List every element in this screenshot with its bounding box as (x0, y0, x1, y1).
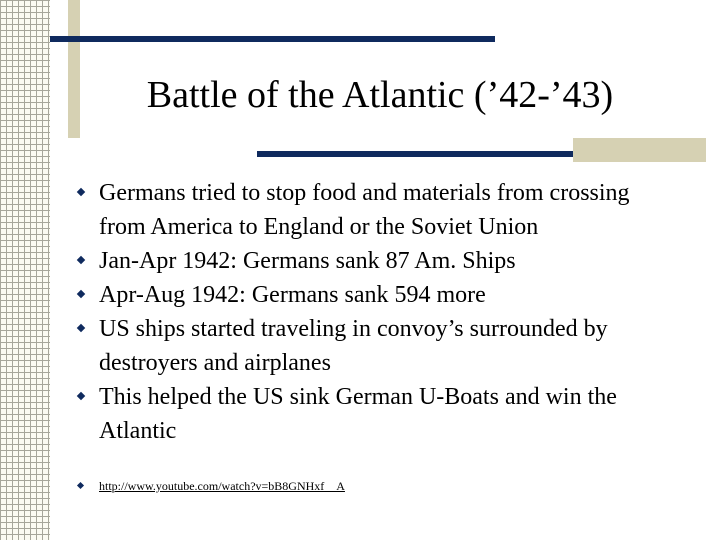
bullet-item (78, 244, 678, 278)
bullet-text: US ships started traveling in convoy’s surrounded by destroyers and airplanes (99, 316, 608, 376)
bullet-item (78, 380, 678, 448)
bullet-text: Apr-Aug 1942: Germans sank 594 more (99, 282, 486, 308)
top-accent-bar (50, 36, 495, 42)
bullet-text: Jan-Apr 1942: Germans sank 87 Am. Ships (99, 248, 516, 274)
tan-decorative-block-right (573, 138, 706, 162)
bullet-item (78, 176, 678, 244)
link-bullet-item (78, 478, 345, 494)
diamond-bullet-icon (77, 482, 84, 489)
left-decorative-stripes (0, 0, 50, 540)
bullet-text: This helped the US sink German U-Boats and win the Atlantic (99, 384, 617, 444)
bullet-item (78, 312, 678, 380)
slide-title: Battle of the Atlantic (’42-’43) (146, 74, 614, 116)
diamond-bullet-icon (77, 256, 85, 264)
video-link[interactable]: http://www.youtube.com/watch?v=bB8GNHxf__A (99, 479, 345, 493)
diamond-bullet-icon (77, 188, 85, 196)
bullet-list (78, 176, 678, 448)
diamond-bullet-icon (77, 290, 85, 298)
bullet-item (78, 278, 678, 312)
diamond-bullet-icon (77, 392, 85, 400)
diamond-bullet-icon (77, 324, 85, 332)
bullet-text: Germans tried to stop food and materials from crossing from America to England or the Soviet Union (99, 180, 630, 240)
